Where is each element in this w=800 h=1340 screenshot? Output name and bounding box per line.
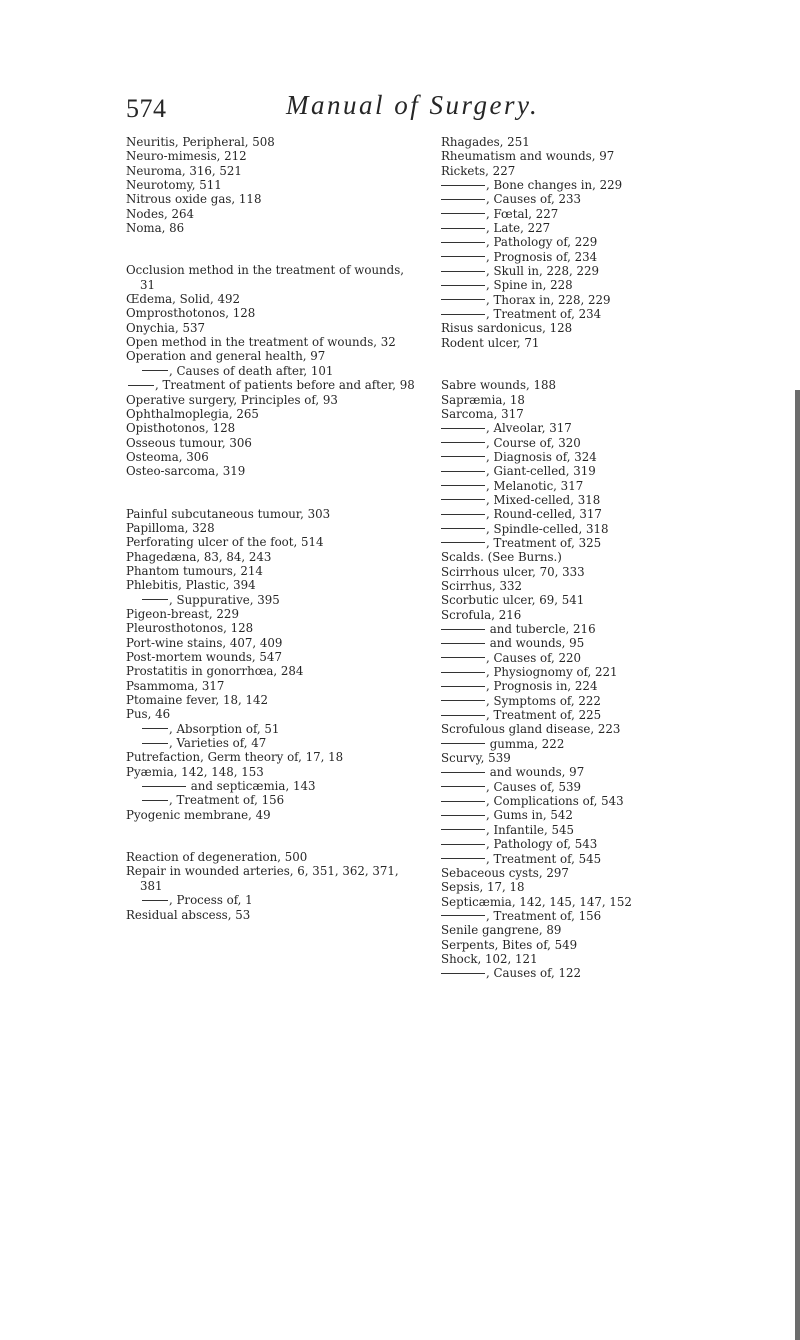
index-entry-text: , Process of, 1: [169, 893, 253, 908]
index-entry-text: Phantom tumours, 214: [126, 563, 263, 578]
index-entry-text: , Melanotic, 317: [486, 478, 584, 493]
index-entry: [126, 707, 416, 721]
index-entry: [441, 407, 731, 421]
index-entry-text: Omprosthotonos, 128: [126, 306, 256, 321]
index-entry: [126, 636, 416, 650]
index-entry-text: Neuro-mimesis, 212: [126, 149, 247, 164]
repeat-dash: [441, 213, 485, 214]
index-entry-text: Septicæmia, 142, 145, 147, 152: [441, 894, 632, 909]
index-entry-text: Osseous tumour, 306: [126, 435, 252, 450]
index-entry: [441, 852, 731, 866]
index-column-right: [441, 135, 731, 981]
index-entry: [441, 823, 731, 837]
index-entry-text: Osteoma, 306: [126, 449, 209, 464]
index-entry: [126, 679, 416, 693]
index-entry: [126, 306, 416, 320]
index-entry-text: Neuritis, Peripheral, 508: [126, 135, 275, 149]
index-entry-text: , Infantile, 545: [486, 822, 575, 837]
running-title: Manual of Surgery.: [286, 90, 540, 120]
index-entry-text: Noma, 86: [126, 221, 185, 236]
index-entry: [441, 421, 731, 435]
repeat-dash: [441, 801, 485, 802]
index-entry-text: , Spine in, 228: [486, 278, 573, 293]
index-entry-text: Serpents, Bites of, 549: [441, 937, 578, 952]
index-entry: [126, 765, 416, 779]
index-entry: [126, 349, 416, 363]
repeat-dash: [441, 629, 485, 630]
index-entry: [126, 722, 416, 736]
index-entry-text: , Treatment of, 156: [169, 793, 285, 808]
index-entry-text: , Pathology of, 229: [486, 235, 598, 250]
index-entry: [126, 192, 416, 206]
repeat-dash: [441, 442, 485, 443]
index-entry-text: , Symptoms of, 222: [486, 693, 601, 708]
repeat-dash: [441, 672, 485, 673]
index-entry: [441, 794, 731, 808]
index-entry-text: , Course of, 320: [486, 435, 581, 450]
index-entry-text: Senile gangrene, 89: [441, 923, 562, 938]
index-entry-text: Pleurosthotonos, 128: [126, 621, 254, 636]
index-entry: [126, 808, 416, 822]
repeat-dash: [441, 199, 485, 200]
index-entry-text: , Treatment of, 325: [486, 535, 602, 550]
index-entry: [441, 493, 731, 507]
index-entry-text: Ptomaine fever, 18, 142: [126, 693, 268, 708]
index-entry: [441, 450, 731, 464]
index-entry: [441, 278, 731, 292]
index-entry: [126, 335, 416, 349]
repeat-dash: [142, 599, 168, 600]
repeat-dash: [142, 743, 168, 744]
index-entry: [441, 751, 731, 765]
index-entry: [126, 621, 416, 635]
index-entry-text: Occlusion method in the treatment of wounds, 31: [126, 263, 404, 292]
index-entry: [441, 378, 731, 392]
index-entry-text: Neurotomy, 511: [126, 178, 222, 193]
repeat-dash: [441, 829, 485, 830]
index-entry: [126, 779, 416, 793]
index-entry: [441, 651, 731, 665]
repeat-dash: [441, 844, 485, 845]
index-entry-text: and wounds, 97: [486, 765, 585, 780]
index-entry: [441, 880, 731, 894]
index-entry-text: , Diagnosis of, 324: [486, 449, 597, 464]
repeat-dash: [441, 700, 485, 701]
index-entry: [126, 364, 416, 378]
index-entry: [441, 178, 731, 192]
index-entry: [441, 536, 731, 550]
index-entry: [126, 378, 416, 392]
index-entry-text: Painful subcutaneous tumour, 303: [126, 506, 331, 521]
index-entry-text: , Physiognomy of, 221: [486, 665, 618, 680]
index-entry-text: Scurvy, 539: [441, 751, 511, 766]
index-entry: [441, 192, 731, 206]
index-entry-text: , Causes of, 539: [486, 779, 582, 794]
index-entry-text: Scrofula, 216: [441, 607, 522, 622]
index-entry: [441, 866, 731, 880]
repeat-dash: [441, 285, 485, 286]
index-entry: [126, 521, 416, 535]
index-entry-text: Osteo-sarcoma, 319: [126, 464, 246, 479]
index-entry-text: Scalds. (See Burns.): [441, 550, 562, 565]
index-entry: [441, 837, 731, 851]
repeat-dash: [441, 271, 485, 272]
repeat-dash: [142, 800, 168, 801]
index-entry: [126, 164, 416, 178]
repeat-dash: [441, 686, 485, 687]
index-entry-text: Scrofulous gland disease, 223: [441, 722, 621, 737]
index-entry: [126, 864, 416, 893]
index-entry-text: Rhagades, 251: [441, 135, 530, 149]
index-entry-text: , Complications of, 543: [486, 794, 624, 809]
index-entry-text: and wounds, 95: [486, 636, 585, 651]
index-entry: [441, 250, 731, 264]
index-entry-text: , Spindle-celled, 318: [486, 521, 609, 536]
index-entry-text: Sabre wounds, 188: [441, 378, 557, 393]
repeat-dash: [142, 728, 168, 729]
index-entry-text: Sebaceous cysts, 297: [441, 865, 569, 880]
index-entry: [126, 736, 416, 750]
index-entry: [441, 149, 731, 163]
index-entry-text: , Bone changes in, 229: [486, 178, 623, 193]
index-entry: [126, 908, 416, 922]
index-entry: [441, 808, 731, 822]
index-entry-text: Scirrhous ulcer, 70, 333: [441, 564, 585, 579]
index-entry: [126, 664, 416, 678]
index-entry-text: , Late, 227: [486, 221, 551, 236]
index-entry-text: Sarcoma, 317: [441, 406, 524, 421]
index-entry-text: , Mixed-celled, 318: [486, 492, 601, 507]
index-entry-text: , Varieties of, 47: [169, 736, 267, 751]
index-entry-text: Rickets, 227: [441, 163, 516, 178]
repeat-dash: [441, 715, 485, 716]
index-entry: [126, 893, 416, 907]
page-edge-shadow: [795, 390, 800, 1340]
repeat-dash: [441, 915, 485, 916]
index-entry: [441, 665, 731, 679]
index-entry: [441, 780, 731, 794]
index-entry: [441, 565, 731, 579]
index-entry: [126, 450, 416, 464]
index-entry: [126, 793, 416, 807]
index-entry: [441, 164, 731, 178]
index-entry: [441, 694, 731, 708]
index-entry: [126, 221, 416, 235]
index-entry-text: , Treatment of, 225: [486, 708, 602, 723]
index-entry-text: , Prognosis of, 234: [486, 249, 598, 264]
repeat-dash: [441, 772, 485, 773]
index-entry-text: Sepsis, 17, 18: [441, 880, 525, 895]
index-entry: [441, 765, 731, 779]
repeat-dash: [441, 456, 485, 457]
repeat-dash: [441, 471, 485, 472]
repeat-dash: [142, 786, 186, 787]
index-entry: [441, 207, 731, 221]
index-entry-text: Repair in wounded arteries, 6, 351, 362, 371, 381: [126, 864, 399, 893]
repeat-dash: [441, 542, 485, 543]
index-entry-text: Pyæmia, 142, 148, 153: [126, 764, 264, 779]
index-entry: [441, 909, 731, 923]
repeat-dash: [142, 370, 168, 371]
index-entry: [126, 607, 416, 621]
index-entry-text: Operation and general health, 97: [126, 349, 326, 364]
repeat-dash: [441, 743, 485, 744]
index-entry: [441, 235, 731, 249]
index-entry-text: , Suppurative, 395: [169, 592, 280, 607]
index-entry-text: Onychia, 537: [126, 320, 205, 335]
index-entry: [441, 336, 731, 350]
index-entry: [441, 293, 731, 307]
index-entry-text: Risus sardonicus, 128: [441, 321, 573, 336]
index-entry-text: Open method in the treatment of wounds, 32: [126, 335, 396, 350]
index-entry: [441, 507, 731, 521]
repeat-dash: [441, 314, 485, 315]
index-entry-text: Perforating ulcer of the foot, 514: [126, 535, 324, 550]
index-entry-text: , Pathology of, 543: [486, 837, 598, 852]
index-entry-text: , Giant-celled, 319: [486, 464, 596, 479]
index-entry-text: and tubercle, 216: [486, 622, 596, 636]
index-entry-text: , Treatment of, 156: [486, 908, 602, 923]
index-entry-text: , Thorax in, 228, 229: [486, 292, 611, 307]
index-entry: [126, 321, 416, 335]
index-entry-text: , Fœtal, 227: [486, 206, 559, 221]
index-entry: [441, 479, 731, 493]
repeat-dash: [441, 786, 485, 787]
index-entry-text: Prostatitis in gonorrhœa, 284: [126, 664, 304, 679]
index-entry-text: , Alveolar, 317: [486, 421, 572, 436]
index-entry-text: Port-wine stains, 407, 409: [126, 635, 283, 650]
index-entry: [126, 393, 416, 407]
index-entry: [441, 708, 731, 722]
index-entry-text: , Skull in, 228, 229: [486, 264, 600, 279]
index-entry-text: , Round-celled, 317: [486, 507, 602, 522]
index-entry-text: Nodes, 264: [126, 206, 195, 221]
index-entry-text: gumma, 222: [486, 736, 565, 751]
index-entry-text: , Treatment of, 234: [486, 307, 602, 322]
index-entry: [441, 938, 731, 952]
index-entry: [126, 421, 416, 435]
index-entry-text: , Absorption of, 51: [169, 721, 280, 736]
repeat-dash: [441, 256, 485, 257]
repeat-dash: [441, 528, 485, 529]
index-entry-text: Sapræmia, 18: [441, 392, 525, 407]
index-entry: [441, 264, 731, 278]
index-entry: [441, 221, 731, 235]
index-entry-text: , Causes of death after, 101: [169, 363, 334, 378]
index-entry: [126, 564, 416, 578]
index-entry-text: Pus, 46: [126, 707, 171, 722]
index-entry: [126, 693, 416, 707]
index-entry-text: Scorbutic ulcer, 69, 541: [441, 593, 585, 608]
index-entry-text: , Prognosis in, 224: [486, 679, 598, 694]
index-entry: [441, 952, 731, 966]
index-entry: [126, 593, 416, 607]
index-entry: [441, 307, 731, 321]
index-entry: [441, 737, 731, 751]
index-entry: [126, 578, 416, 592]
index-entry: [441, 135, 731, 149]
index-entry: [126, 750, 416, 764]
page-header: [126, 88, 726, 124]
repeat-dash: [441, 858, 485, 859]
index-entry: [441, 923, 731, 937]
repeat-dash: [441, 973, 485, 974]
index-entry-text: , Causes of, 220: [486, 650, 582, 665]
index-entry: [126, 292, 416, 306]
repeat-dash: [441, 485, 485, 486]
index-entry: [441, 593, 731, 607]
index-entry: [441, 321, 731, 335]
index-entry-text: Phlebitis, Plastic, 394: [126, 578, 256, 593]
index-entry-text: Rheumatism and wounds, 97: [441, 149, 615, 164]
index-entry: [441, 636, 731, 650]
index-entry-text: Scirrhus, 332: [441, 578, 523, 593]
index-entry-text: Ophthalmoplegia, 265: [126, 406, 259, 421]
index-entry: [126, 149, 416, 163]
index-entry: [441, 550, 731, 564]
index-entry: [126, 407, 416, 421]
repeat-dash: [441, 499, 485, 500]
index-entry-text: Residual abscess, 53: [126, 907, 251, 922]
repeat-dash: [441, 514, 485, 515]
index-entry-text: Phagedæna, 83, 84, 243: [126, 549, 272, 564]
index-entry-text: Psammoma, 317: [126, 678, 225, 693]
index-entry: [126, 507, 416, 521]
index-entry-text: Rodent ulcer, 71: [441, 335, 540, 350]
index-entry-text: Post-mortem wounds, 547: [126, 650, 282, 664]
index-entry-text: , Treatment of patients before and after, 98: [155, 378, 415, 393]
repeat-dash: [441, 185, 485, 186]
index-entry-text: , Treatment of, 545: [486, 851, 602, 866]
index-entry-text: Nitrous oxide gas, 118: [126, 192, 262, 207]
index-entry: [441, 895, 731, 909]
index-entry-text: Neuroma, 316, 521: [126, 163, 242, 178]
index-entry: [126, 535, 416, 549]
page-number: 574: [126, 94, 167, 123]
index-entry-text: and septicæmia, 143: [187, 779, 316, 794]
repeat-dash: [142, 900, 168, 901]
index-entry-text: , Causes of, 122: [486, 966, 582, 981]
index-column-left: [126, 135, 416, 922]
index-entry-text: , Gums in, 542: [486, 808, 573, 823]
index-entry: [441, 436, 731, 450]
index-entry: [126, 650, 416, 664]
index-entry: [441, 608, 731, 622]
index-entry: [441, 522, 731, 536]
index-entry: [441, 679, 731, 693]
repeat-dash: [441, 299, 485, 300]
index-entry: [126, 850, 416, 864]
index-entry-text: , Causes of, 233: [486, 192, 582, 207]
repeat-dash: [441, 428, 485, 429]
repeat-dash: [441, 242, 485, 243]
index-entry-text: Opisthotonos, 128: [126, 421, 236, 436]
index-entry-text: Œdema, Solid, 492: [126, 292, 240, 307]
index-entry-text: Reaction of degeneration, 500: [126, 850, 308, 865]
index-entry-text: Pigeon-breast, 229: [126, 606, 239, 621]
index-entry: [441, 464, 731, 478]
index-entry: [126, 464, 416, 478]
index-entry: [441, 579, 731, 593]
index-entry: [441, 966, 731, 980]
index-entry: [441, 722, 731, 736]
repeat-dash: [441, 657, 485, 658]
repeat-dash: [441, 815, 485, 816]
index-entry: [126, 178, 416, 192]
repeat-dash: [441, 643, 485, 644]
index-entry: [441, 393, 731, 407]
index-entry: [441, 622, 731, 636]
index-entry-text: Shock, 102, 121: [441, 951, 538, 966]
index-entry-text: Operative surgery, Principles of, 93: [126, 392, 338, 407]
index-entry: [126, 207, 416, 221]
index-entry: [126, 263, 416, 292]
index-entry: [126, 436, 416, 450]
index-entry: [126, 550, 416, 564]
index-entry-text: Papilloma, 328: [126, 520, 215, 535]
repeat-dash: [128, 385, 154, 386]
index-entry-text: Putrefaction, Germ theory of, 17, 18: [126, 750, 344, 765]
repeat-dash: [441, 228, 485, 229]
index-entry: [126, 135, 416, 149]
index-entry-text: Pyogenic membrane, 49: [126, 807, 271, 822]
